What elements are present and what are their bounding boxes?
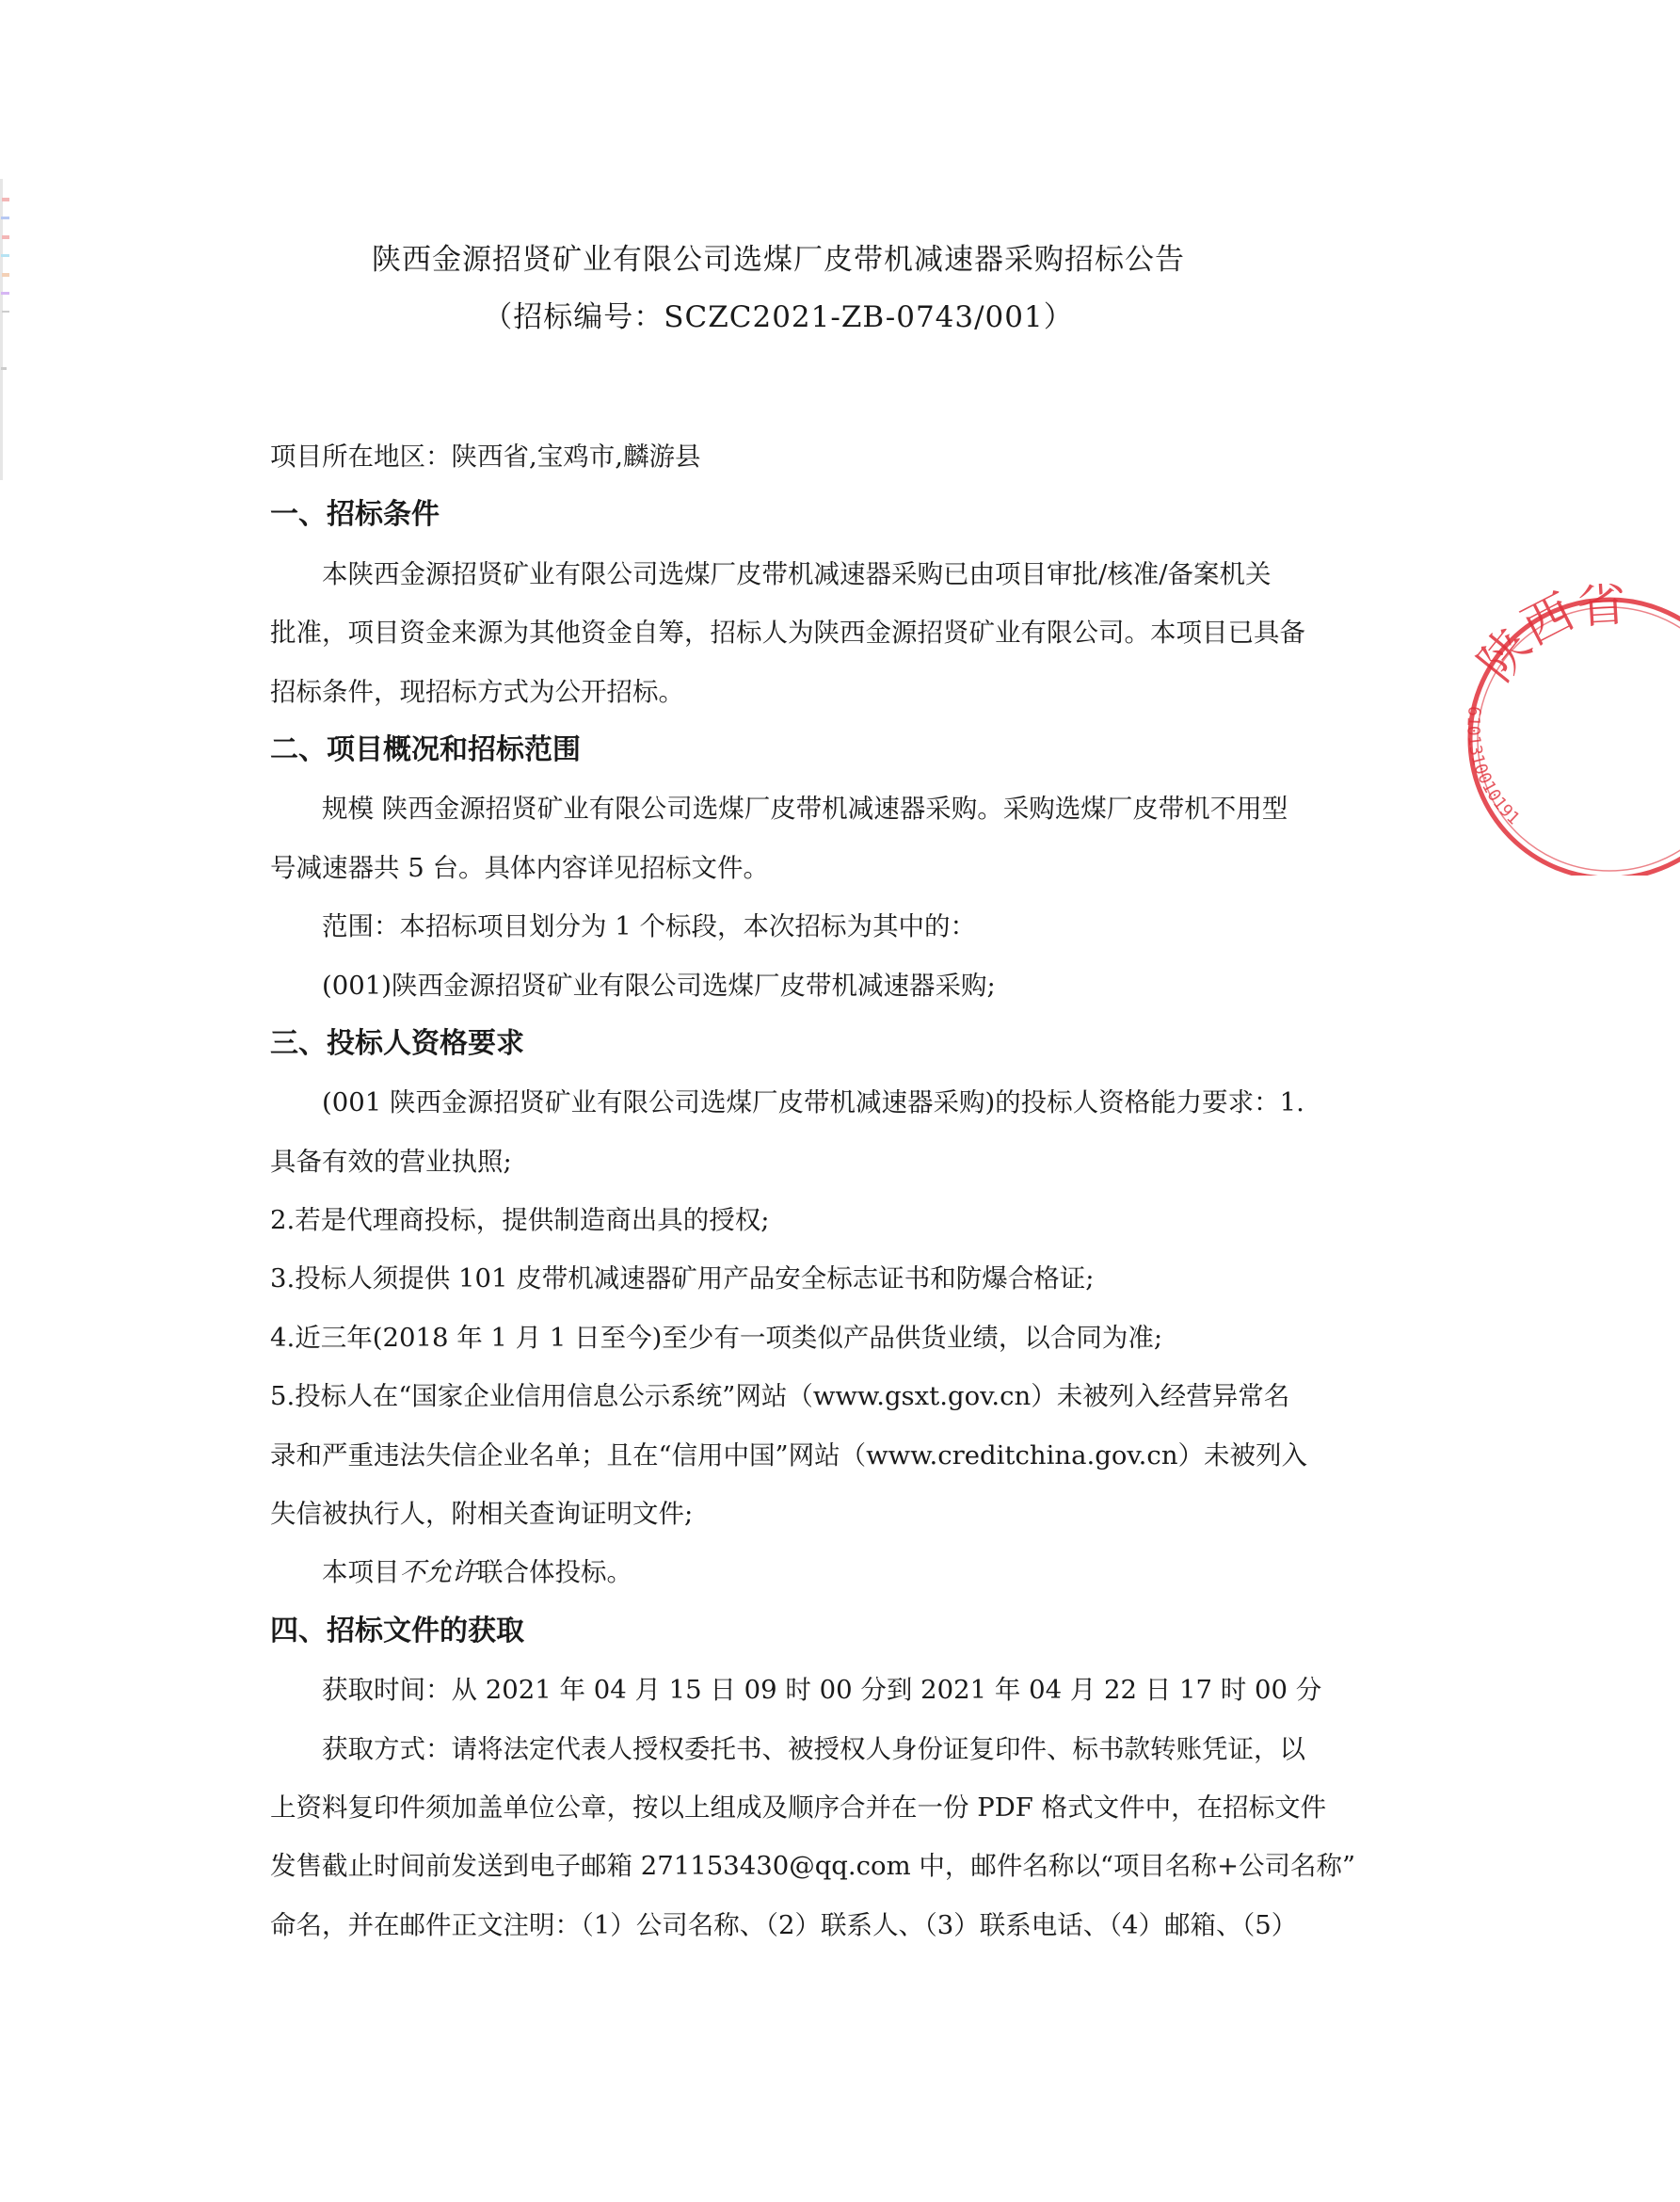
consortium-pre: 本项目 (322, 1557, 400, 1588)
paragraph-line: 本陕西金源招贤矿业有限公司选煤厂皮带机减速器采购已由项目审批/核准/备案机关 (322, 558, 1272, 589)
paragraph-line: 命名，并在邮件正文注明：（1）公司名称、（2）联系人、（3）联系电话、（4）邮箱、（5） (270, 1909, 1298, 1940)
consortium-post: 联合体投标。 (477, 1557, 632, 1588)
seal-number: 6101310010191 (1463, 704, 1524, 829)
paragraph-line: 范围：本招标项目划分为 1 个标段，本次招标为其中的： (322, 911, 976, 942)
requirement-item: 5.投标人在“国家企业信用信息公示系统”网站（www.gsxt.gov.cn）未被列入经营异常名 (270, 1381, 1290, 1412)
section-heading-conditions: 一、招标条件 (270, 498, 440, 532)
section-heading-overview: 二、项目概况和招标范围 (270, 732, 581, 766)
seal-text: 陕西省 (1467, 584, 1628, 692)
paragraph-line: 规模 陕西金源招贤矿业有限公司选煤厂皮带机减速器采购。采购选煤厂皮带机不用型 (322, 794, 1288, 825)
paragraph-line: 发售截止时间前发送到电子邮箱 271153430@qq.com 中，邮件名称以“项目名称+公司名称” (270, 1851, 1356, 1882)
requirement-item: 2.若是代理商投标，提供制造商出具的授权; (270, 1205, 770, 1236)
section-heading-obtain-documents: 四、招标文件的获取 (270, 1614, 524, 1647)
tender-number: （招标编号：SCZC2021-ZB-0743/001） (483, 300, 1074, 334)
paragraph-line: 上资料复印件须加盖单位公章，按以上组成及顺序合并在一份 PDF 格式文件中，在招标文件 (270, 1792, 1327, 1823)
consortium-emphasis: 不允许 (399, 1557, 477, 1588)
paragraph-line: 具备有效的营业执照; (270, 1146, 512, 1177)
paragraph-line: 录和严重违法失信企业名单；且在“信用中国”网站（www.creditchina.gov.cn）未被列入 (270, 1439, 1308, 1471)
paragraph-line: 获取时间：从 2021 年 04 月 15 日 09 时 00 分到 2021 年 04 月 22 日 17 时 00 分 (322, 1675, 1322, 1706)
official-seal (1445, 584, 1680, 876)
document-title: 陕西金源招贤矿业有限公司选煤厂皮带机减速器采购招标公告 (372, 243, 1185, 277)
paragraph-line: 失信被执行人，附相关查询证明文件; (270, 1499, 694, 1530)
paragraph-line: (001)陕西金源招贤矿业有限公司选煤厂皮带机减速器采购; (322, 970, 996, 1001)
requirement-item: 3.投标人须提供 101 皮带机减速器矿用产品安全标志证书和防爆合格证; (270, 1263, 1095, 1294)
document-body (270, 427, 1356, 1954)
paragraph-line: (001 陕西金源招贤矿业有限公司选煤厂皮带机减速器采购)的投标人资格能力要求：1. (322, 1087, 1304, 1118)
paragraph-line: 招标条件，现招标方式为公开招标。 (270, 676, 684, 707)
section-heading-qualifications: 三、投标人资格要求 (270, 1026, 524, 1060)
paragraph-line: 号减速器共 5 台。具体内容详见招标文件。 (270, 852, 769, 883)
project-region: 项目所在地区：陕西省,宝鸡市,麟游县 (270, 442, 701, 472)
consortium-line (270, 1543, 1315, 1601)
paragraph-line: 批准，项目资金来源为其他资金自筹，招标人为陕西金源招贤矿业有限公司。本项目已具备 (270, 618, 1305, 649)
requirement-item: 4.近三年(2018 年 1 月 1 日至今)至少有一项类似产品供货业绩，以合同为准; (270, 1322, 1163, 1353)
paragraph-line: 获取方式：请将法定代表人授权委托书、被授权人身份证复印件、标书款转账凭证，以 (322, 1733, 1305, 1764)
